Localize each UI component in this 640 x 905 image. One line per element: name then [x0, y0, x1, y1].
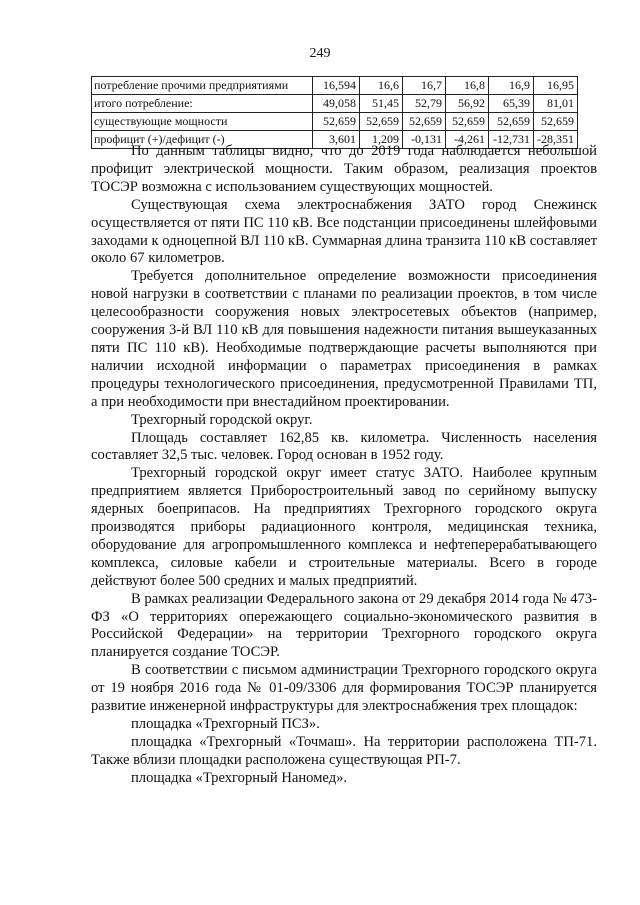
- table-cell: 52,659: [360, 113, 403, 131]
- table-cell: 52,659: [446, 113, 489, 131]
- body-text: [91, 143, 597, 788]
- site-item-psz: площадка «Трехгорный ПСЗ».: [131, 716, 320, 732]
- paragraph-administration-letter: В соответствии с письмом администрации Трехгорного городского округа от 19 ноября 2016 года № 01-09/3306 для формирования ТОСЭР планируется развитие инженерной инфраструктуры для электроснабжения трех площадок:: [91, 662, 597, 715]
- paragraph-connection-requirements: Требуется дополнительное определение возможности присоединения новой нагрузки в соответствии с планами по реализации проектов, в том числе целесообразности сооружения новых электросетевых объектов (например, сооружения 3-й ВЛ 110 кВ для повышения надежности питания вышеуказанных пяти ПС 110 кВ). Необходимые подтверждающие расчеты выполняются при наличии исходной информации о параметрах присоединения в рамках процедуры технологического присоединения, предусмотренной Правилами ТП, а при необходимости при внестадийном проектировании.: [91, 268, 597, 410]
- table-row-label: потребление прочими предприятиями: [92, 77, 313, 95]
- table-cell: 52,659: [313, 113, 360, 131]
- table-cell: 81,01: [534, 95, 578, 113]
- table-cell: 16,7: [403, 77, 446, 95]
- table-cell: 1,209: [360, 131, 403, 149]
- paragraph-trekhgorny-enterprises: Трехгорный городской округ имеет статус ЗАТО. Наиболее крупным предприятием является Приборостроительный завод по серийному выпуску ядерных боеприпасов. На предприятиях Трехгорного городского округа производятся приборы радиационного контроля, медицинская техника, оборудование для агропромышленного комплекса и нефтеперерабатывающего комплекса, силовые кабели и строительные материалы. Всего в городе действуют более 500 средних и малых предприятий.: [91, 465, 597, 589]
- table-row-label: итого потребление:: [92, 95, 313, 113]
- table-cell: 16,6: [360, 77, 403, 95]
- table-row-label: профицит (+)/дефицит (-): [92, 131, 313, 149]
- table-cell: -4,261: [446, 131, 489, 149]
- table-cell: 16,594: [313, 77, 360, 95]
- table-row: [92, 77, 578, 95]
- table-cell: 51,45: [360, 95, 403, 113]
- paragraph-federal-law: В рамках реализации Федерального закона от 29 декабря 2014 года № 473-ФЗ «О территориях опережающего социально-экономического развития в Российской Федерации» на территории Трехгорного городского округа планируется создание ТОСЭР.: [91, 590, 597, 661]
- table-cell: 52,659: [403, 113, 446, 131]
- paragraph-trekhgorny-area: Площадь составляет 162,85 кв. километра. Численность населения составляет 32,5 тыс. человек. Город основан в 1952 году.: [91, 429, 597, 464]
- paragraph-surplus-conclusion: По данным таблицы видно, что до 2019 года наблюдается небольшой профицит электрической мощности. Таким образом, реализация проектов ТОСЭР возможна с использованием существующих мощностей.: [91, 143, 597, 195]
- table-cell: 52,79: [403, 95, 446, 113]
- page-number: 249: [309, 46, 331, 61]
- paragraph-trekhgorny-heading: Трехгорный городской округ.: [131, 411, 313, 428]
- site-item-tochmash: площадка «Трехгорный «Точмаш». На территории расположена ТП-71. Также вблизи площадки расположена существующая РП-7.: [91, 733, 597, 768]
- table-cell: 16,9: [489, 77, 534, 95]
- table-cell: 49,058: [313, 95, 360, 113]
- capacity-table: [91, 76, 578, 149]
- paragraph-snezhinsk-scheme: Существующая схема электроснабжения ЗАТО город Снежинск осуществляется от пяти ПС 110 кВ. Все подстанции присоединены шлейфовыми заходами к одноцепной ВЛ 110 кВ. Суммарная длина транзита 110 кВ составляет около 67 километров.: [91, 196, 597, 267]
- table-row: [92, 113, 578, 131]
- table-cell: 16,95: [534, 77, 578, 95]
- table-row: [92, 95, 578, 113]
- table-cell: 56,92: [446, 95, 489, 113]
- table-cell: -12,731: [489, 131, 534, 149]
- table-cell: 3,601: [313, 131, 360, 149]
- table-cell: -28,351: [534, 131, 578, 149]
- table-cell: 16,8: [446, 77, 489, 95]
- site-item-nanomed: площадка «Трехгорный Наномед».: [131, 769, 348, 786]
- table-row-label: существующие мощности: [92, 113, 313, 131]
- table-cell: 65,39: [489, 95, 534, 113]
- table-cell: -0,131: [403, 131, 446, 149]
- table-cell: 52,659: [489, 113, 534, 131]
- table-cell: 52,659: [534, 113, 578, 131]
